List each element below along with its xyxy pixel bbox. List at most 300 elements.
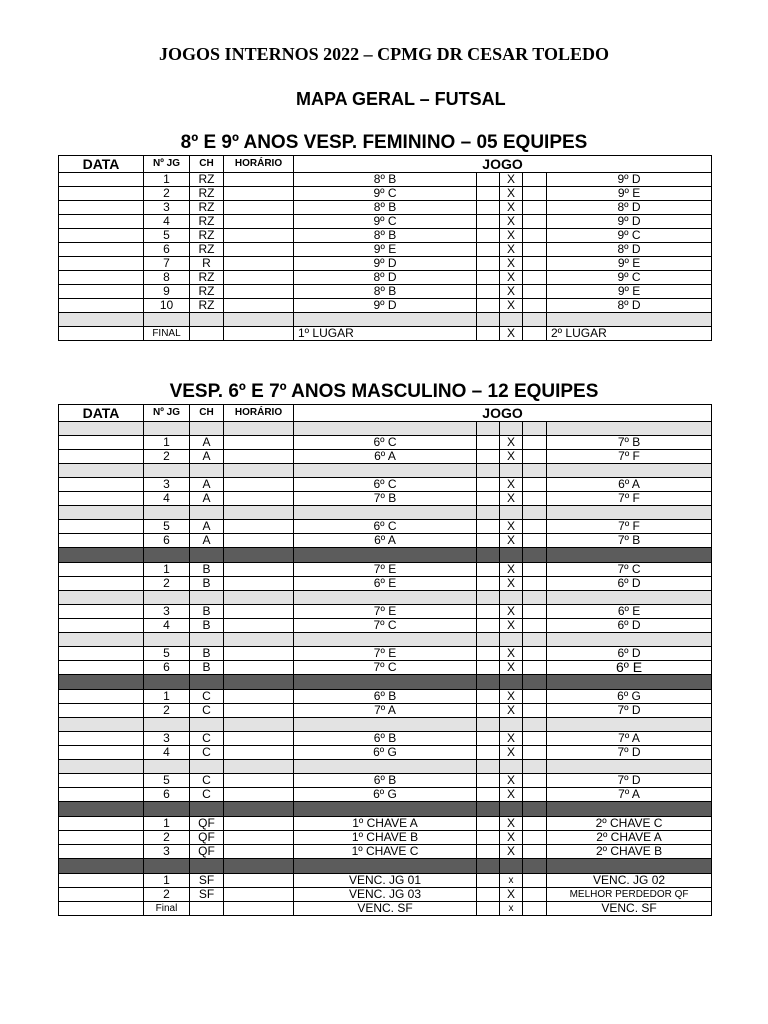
team-a-cell: 6º B [294, 774, 477, 788]
score-b-cell [523, 619, 547, 633]
game-number-cell: Final [144, 902, 190, 916]
time-cell [224, 817, 294, 831]
group-divider-row [59, 548, 712, 563]
empty-cell [144, 313, 190, 327]
team-a-cell: VENC. SF [294, 902, 477, 916]
empty-cell [477, 506, 500, 520]
score-b-cell [523, 605, 547, 619]
group-cell: C [190, 774, 224, 788]
empty-cell [477, 591, 500, 605]
score-b-cell [523, 690, 547, 704]
game-number-cell: 1 [144, 563, 190, 577]
time-cell [224, 173, 294, 187]
team-b-cell: 7º A [547, 732, 712, 746]
team-a-cell: 6º G [294, 788, 477, 802]
date-cell [59, 201, 144, 215]
section2-title: VESP. 6º E 7º ANOS MASCULINO – 12 EQUIPES [169, 381, 599, 402]
date-cell [59, 534, 144, 548]
group-cell: RZ [190, 215, 224, 229]
empty-cell [224, 422, 294, 436]
game-number-cell: 5 [144, 647, 190, 661]
score-a-cell [477, 647, 500, 661]
team-b-cell: 6º D [547, 577, 712, 591]
time-cell [224, 215, 294, 229]
score-a-cell [477, 436, 500, 450]
table-row [59, 817, 712, 831]
empty-cell [294, 633, 477, 647]
score-b-cell [523, 534, 547, 548]
table-row [59, 874, 712, 888]
versus-cell: X [500, 534, 523, 548]
empty-cell [547, 591, 712, 605]
score-b-cell [523, 888, 547, 902]
team-b-cell: 9º E [547, 285, 712, 299]
final-row [59, 327, 712, 341]
versus-cell: X [500, 327, 523, 341]
group-cell: A [190, 534, 224, 548]
versus-cell: X [500, 215, 523, 229]
date-cell [59, 492, 144, 506]
empty-cell [59, 506, 144, 520]
date-cell [59, 774, 144, 788]
table-row [59, 492, 712, 506]
empty-cell [523, 760, 547, 774]
group-divider-row [59, 802, 712, 817]
versus-cell: X [500, 173, 523, 187]
score-a-cell [477, 187, 500, 201]
team-b-cell: VENC. SF [547, 902, 712, 916]
table-row [59, 534, 712, 548]
score-a-cell [477, 215, 500, 229]
game-number-cell: 5 [144, 774, 190, 788]
game-number-cell: 8 [144, 271, 190, 285]
score-a-cell [477, 173, 500, 187]
empty-cell [144, 718, 190, 732]
date-cell [59, 817, 144, 831]
versus-cell: X [500, 478, 523, 492]
team-a-cell: VENC. JG 01 [294, 874, 477, 888]
empty-cell [547, 633, 712, 647]
team-b-cell: 8º D [547, 299, 712, 313]
table-row [59, 902, 712, 916]
score-b-cell [523, 215, 547, 229]
score-a-cell [477, 661, 500, 675]
score-b-cell [523, 746, 547, 760]
versus-cell: X [500, 888, 523, 902]
empty-cell [294, 591, 477, 605]
team-a-cell: 8º B [294, 201, 477, 215]
date-cell [59, 577, 144, 591]
team-a-cell: 6º C [294, 436, 477, 450]
time-cell [224, 187, 294, 201]
empty-cell [500, 548, 523, 563]
team-b-cell: 9º E [547, 187, 712, 201]
game-number-cell: 2 [144, 831, 190, 845]
team-b-cell: 6º G [547, 690, 712, 704]
empty-cell [59, 718, 144, 732]
team-a-cell: 8º B [294, 173, 477, 187]
table-row [59, 229, 712, 243]
game-number-cell: 5 [144, 520, 190, 534]
score-a-cell [477, 874, 500, 888]
score-a-cell [477, 888, 500, 902]
team-a-cell: 9º D [294, 257, 477, 271]
empty-cell [190, 548, 224, 563]
game-number-cell: 3 [144, 478, 190, 492]
score-a-cell [477, 492, 500, 506]
versus-cell: x [500, 902, 523, 916]
empty-cell [500, 802, 523, 817]
group-cell: C [190, 788, 224, 802]
date-cell [59, 436, 144, 450]
versus-cell: X [500, 817, 523, 831]
empty-cell [224, 506, 294, 520]
game-number-cell: 4 [144, 746, 190, 760]
score-a-cell [477, 619, 500, 633]
empty-cell [500, 464, 523, 478]
score-a-cell [477, 817, 500, 831]
game-number-cell: 3 [144, 605, 190, 619]
date-cell [59, 704, 144, 718]
versus-cell: X [500, 732, 523, 746]
date-cell [59, 661, 144, 675]
empty-cell [477, 464, 500, 478]
score-a-cell [477, 478, 500, 492]
col-jogo-header: JOGO [294, 405, 712, 422]
empty-cell [500, 591, 523, 605]
empty-cell [59, 675, 144, 690]
time-cell [224, 831, 294, 845]
score-a-cell [477, 285, 500, 299]
versus-cell: X [500, 285, 523, 299]
versus-cell: X [500, 563, 523, 577]
team-a-cell: 7º A [294, 704, 477, 718]
versus-cell: X [500, 187, 523, 201]
group-cell: A [190, 492, 224, 506]
empty-cell [500, 506, 523, 520]
empty-cell [500, 313, 523, 327]
empty-cell [547, 548, 712, 563]
game-number-cell: 1 [144, 690, 190, 704]
empty-cell [224, 718, 294, 732]
group-cell: RZ [190, 299, 224, 313]
empty-cell [224, 464, 294, 478]
group-cell: B [190, 661, 224, 675]
col-num-header: Nº JG [144, 156, 190, 173]
time-cell [224, 436, 294, 450]
time-cell [224, 845, 294, 859]
table-row [59, 577, 712, 591]
game-number-cell: 3 [144, 845, 190, 859]
group-cell: B [190, 605, 224, 619]
section1-table [58, 155, 712, 341]
score-b-cell [523, 647, 547, 661]
game-number-cell: 1 [144, 874, 190, 888]
score-b-cell [523, 774, 547, 788]
date-cell [59, 243, 144, 257]
empty-cell [477, 675, 500, 690]
game-number-cell: 2 [144, 450, 190, 464]
score-b-cell [523, 902, 547, 916]
versus-cell: X [500, 774, 523, 788]
score-b-cell [523, 187, 547, 201]
empty-cell [477, 548, 500, 563]
score-a-cell [477, 520, 500, 534]
time-cell [224, 690, 294, 704]
date-cell [59, 732, 144, 746]
col-data-header: DATA [59, 405, 144, 422]
table-row [59, 187, 712, 201]
versus-cell: X [500, 450, 523, 464]
score-a-cell [477, 774, 500, 788]
game-number-cell: FINAL [144, 327, 190, 341]
time-cell [224, 534, 294, 548]
game-number-cell: 3 [144, 732, 190, 746]
document-title: JOGOS INTERNOS 2022 – CPMG DR CESAR TOLEDO [159, 44, 609, 64]
table-row [59, 201, 712, 215]
empty-cell [190, 464, 224, 478]
table-row [59, 888, 712, 902]
table-row [59, 285, 712, 299]
time-cell [224, 774, 294, 788]
date-cell [59, 605, 144, 619]
time-cell [224, 605, 294, 619]
empty-cell [224, 859, 294, 874]
team-a-cell: 6º E [294, 577, 477, 591]
score-b-cell [523, 831, 547, 845]
table-row [59, 299, 712, 313]
group-cell: B [190, 619, 224, 633]
team-b-cell: 6º E [547, 661, 712, 675]
game-number-cell: 5 [144, 229, 190, 243]
table-row [59, 478, 712, 492]
game-number-cell: 6 [144, 788, 190, 802]
date-cell [59, 831, 144, 845]
team-b-cell: 2º CHAVE B [547, 845, 712, 859]
team-a-cell: 6º A [294, 450, 477, 464]
group-cell: RZ [190, 285, 224, 299]
table-row [59, 704, 712, 718]
group-cell: SF [190, 888, 224, 902]
score-a-cell [477, 299, 500, 313]
empty-cell [224, 760, 294, 774]
empty-cell [547, 718, 712, 732]
table-row [59, 647, 712, 661]
time-cell [224, 704, 294, 718]
empty-cell [523, 718, 547, 732]
group-divider-row [59, 859, 712, 874]
empty-cell [477, 718, 500, 732]
empty-cell [190, 633, 224, 647]
team-b-cell: 8º D [547, 243, 712, 257]
score-b-cell [523, 492, 547, 506]
group-cell: A [190, 436, 224, 450]
empty-cell [547, 313, 712, 327]
versus-cell: X [500, 704, 523, 718]
time-cell [224, 299, 294, 313]
score-a-cell [477, 563, 500, 577]
team-b-cell: 7º B [547, 436, 712, 450]
empty-cell [224, 591, 294, 605]
date-cell [59, 746, 144, 760]
score-b-cell [523, 450, 547, 464]
team-b-cell: 7º B [547, 534, 712, 548]
team-b-cell: 7º C [547, 563, 712, 577]
empty-cell [547, 859, 712, 874]
date-cell [59, 902, 144, 916]
empty-cell [224, 633, 294, 647]
time-cell [224, 492, 294, 506]
versus-cell: X [500, 661, 523, 675]
empty-cell [523, 802, 547, 817]
score-a-cell [477, 577, 500, 591]
empty-cell [500, 633, 523, 647]
date-cell [59, 215, 144, 229]
col-num-header: Nº JG [144, 405, 190, 422]
empty-cell [190, 506, 224, 520]
empty-cell [144, 633, 190, 647]
team-a-cell: 7º C [294, 661, 477, 675]
empty-cell [547, 506, 712, 520]
empty-cell [547, 760, 712, 774]
score-a-cell [477, 605, 500, 619]
empty-cell [523, 675, 547, 690]
versus-cell: X [500, 647, 523, 661]
empty-cell [224, 548, 294, 563]
versus-cell: X [500, 746, 523, 760]
team-b-cell: 2º CHAVE C [547, 817, 712, 831]
time-cell [224, 229, 294, 243]
score-a-cell [477, 243, 500, 257]
score-a-cell [477, 690, 500, 704]
score-a-cell [477, 534, 500, 548]
score-b-cell [523, 520, 547, 534]
table-row [59, 605, 712, 619]
date-cell [59, 229, 144, 243]
empty-cell [59, 548, 144, 563]
empty-cell [547, 802, 712, 817]
game-number-cell: 2 [144, 187, 190, 201]
score-b-cell [523, 845, 547, 859]
versus-cell: X [500, 690, 523, 704]
team-b-cell: 9º C [547, 229, 712, 243]
time-cell [224, 271, 294, 285]
empty-cell [144, 548, 190, 563]
score-b-cell [523, 817, 547, 831]
team-a-cell: 9º E [294, 243, 477, 257]
team-a-cell: 7º B [294, 492, 477, 506]
time-cell [224, 788, 294, 802]
score-a-cell [477, 746, 500, 760]
empty-cell [144, 422, 190, 436]
date-cell [59, 299, 144, 313]
versus-cell: X [500, 436, 523, 450]
team-b-cell: 9º C [547, 271, 712, 285]
table-row [59, 243, 712, 257]
score-a-cell [477, 229, 500, 243]
group-cell: C [190, 746, 224, 760]
versus-cell: X [500, 619, 523, 633]
team-a-cell: 7º E [294, 605, 477, 619]
team-b-cell: 7º A [547, 788, 712, 802]
empty-cell [190, 422, 224, 436]
score-b-cell [523, 257, 547, 271]
empty-cell [144, 760, 190, 774]
game-number-cell: 1 [144, 436, 190, 450]
score-b-cell [523, 704, 547, 718]
game-number-cell: 4 [144, 619, 190, 633]
team-b-cell: 2º LUGAR [547, 327, 712, 341]
spacer-row [59, 506, 712, 520]
empty-cell [547, 464, 712, 478]
empty-cell [190, 718, 224, 732]
date-cell [59, 327, 144, 341]
team-a-cell: 6º G [294, 746, 477, 760]
versus-cell: X [500, 299, 523, 313]
group-cell: C [190, 704, 224, 718]
table-row [59, 450, 712, 464]
empty-cell [224, 802, 294, 817]
empty-cell [190, 760, 224, 774]
date-cell [59, 285, 144, 299]
group-cell: RZ [190, 229, 224, 243]
group-cell: R [190, 257, 224, 271]
empty-cell [59, 422, 144, 436]
empty-cell [547, 422, 712, 436]
score-b-cell [523, 436, 547, 450]
date-cell [59, 647, 144, 661]
date-cell [59, 257, 144, 271]
team-a-cell: 6º C [294, 520, 477, 534]
empty-cell [144, 591, 190, 605]
spacer-row [59, 313, 712, 327]
time-cell [224, 257, 294, 271]
versus-cell: X [500, 520, 523, 534]
date-cell [59, 478, 144, 492]
date-cell [59, 173, 144, 187]
time-cell [224, 661, 294, 675]
table-row [59, 271, 712, 285]
score-b-cell [523, 299, 547, 313]
team-b-cell: 7º F [547, 492, 712, 506]
table-row [59, 845, 712, 859]
empty-cell [500, 675, 523, 690]
score-a-cell [477, 845, 500, 859]
empty-cell [59, 633, 144, 647]
table-row [59, 774, 712, 788]
team-b-cell: 9º E [547, 257, 712, 271]
score-b-cell [523, 271, 547, 285]
group-cell: A [190, 478, 224, 492]
team-a-cell: VENC. JG 03 [294, 888, 477, 902]
versus-cell: X [500, 605, 523, 619]
score-b-cell [523, 243, 547, 257]
score-b-cell [523, 788, 547, 802]
team-b-cell: 6º D [547, 647, 712, 661]
group-cell: QF [190, 845, 224, 859]
empty-cell [190, 675, 224, 690]
versus-cell: X [500, 788, 523, 802]
empty-cell [547, 675, 712, 690]
table-row [59, 619, 712, 633]
group-cell: SF [190, 874, 224, 888]
time-cell [224, 450, 294, 464]
empty-cell [294, 675, 477, 690]
table-row [59, 257, 712, 271]
empty-cell [477, 422, 500, 436]
date-cell [59, 845, 144, 859]
group-cell: B [190, 563, 224, 577]
